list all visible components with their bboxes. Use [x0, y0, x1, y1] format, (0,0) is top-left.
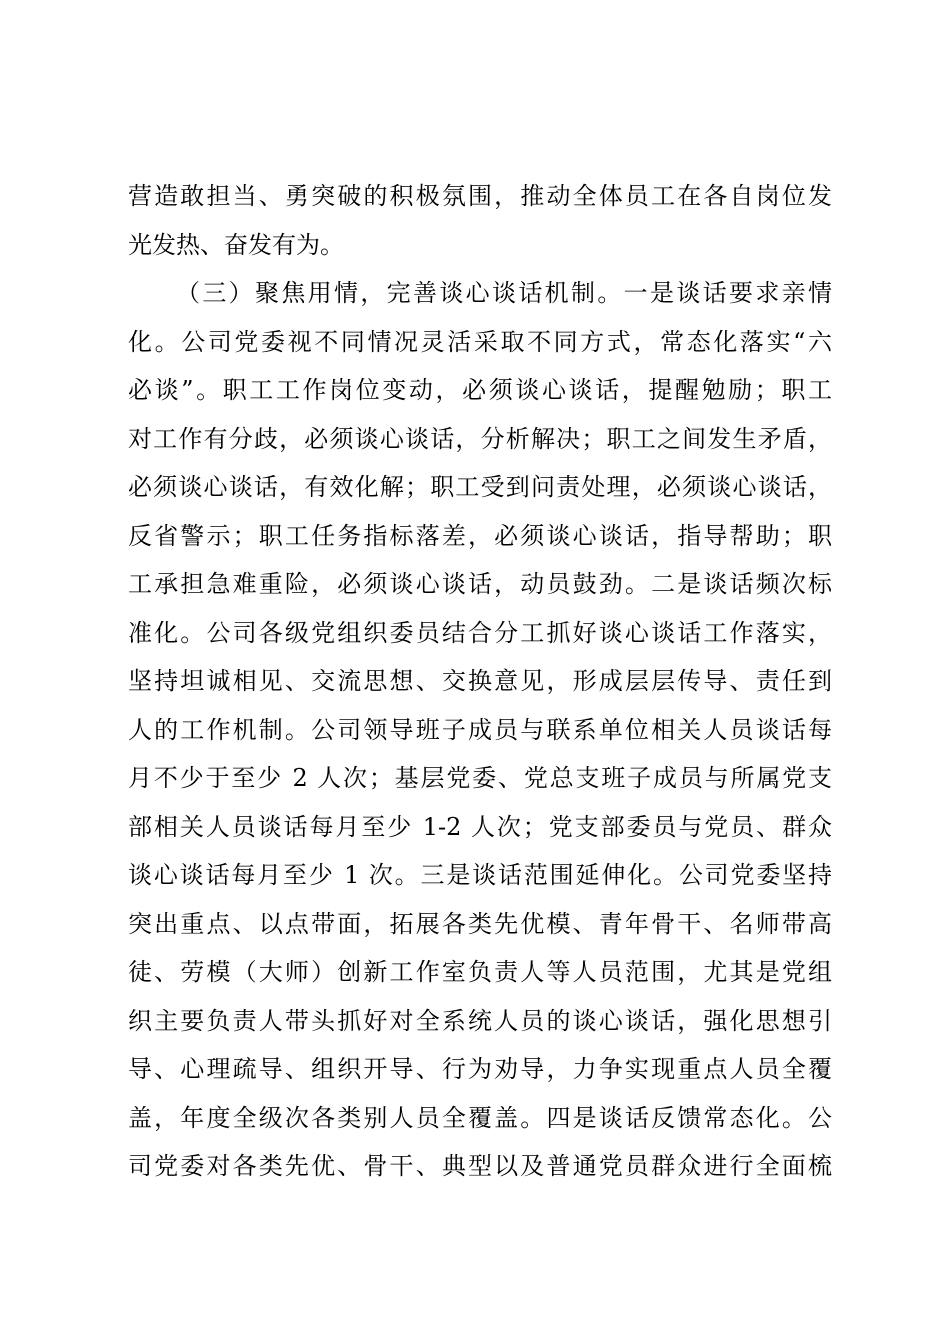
body-text-line: 月不少于至少 2 人次；基层党委、党总支班子成员与所属党支	[128, 764, 832, 792]
body-text-line: 徒、劳模（大师）创新工作室负责人等人员范围，尤其是党组	[128, 958, 832, 986]
body-text-line: 织主要负责人带头抓好对全系统人员的谈心谈话，强化思想引	[128, 1006, 832, 1035]
body-text-line: 化。公司党委视不同情况灵活采取不同方式，常态化落实“六	[128, 327, 832, 356]
body-text-line: 导、心理疏导、组织开导、行为劝导，力争实现重点人员全覆	[128, 1055, 832, 1083]
body-text-line: 谈心谈话每月至少 1 次。三是谈话范围延伸化。公司党委坚持	[128, 861, 832, 889]
body-text-line: 反省警示；职工任务指标落差，必须谈心谈话，指导帮助；职	[128, 521, 832, 550]
body-text-line: 光发热、奋发有为。	[128, 230, 344, 259]
body-text-line: 对工作有分歧，必须谈心谈话，分析解决；职工之间发生矛盾，	[128, 424, 832, 453]
body-text-line: 必谈”。职工工作岗位变动，必须谈心谈话，提醒勉励；职工	[128, 376, 832, 404]
body-text-line: 坚持坦诚相见、交流思想、交换意见，形成层层传导、责任到	[128, 667, 832, 695]
section-heading-line: （三）聚焦用情，完善谈心谈话机制。一是谈话要求亲情	[176, 279, 832, 307]
body-text-line: 人的工作机制。公司领导班子成员与联系单位相关人员谈话每	[128, 715, 832, 744]
body-text-line: 营造敢担当、勇突破的积极氛围，推动全体员工在各自岗位发	[128, 182, 832, 210]
body-text-line	[128, 1191, 832, 1240]
body-text-line: 部相关人员谈话每月至少 1-2 人次；党支部委员与党员、群众	[128, 812, 832, 841]
body-text-line: 司党委对各类先优、骨干、典型以及普通党员群众进行全面梳	[128, 1152, 832, 1180]
body-text-line: 盖，年度全级次各类别人员全覆盖。四是谈话反馈常态化。公	[128, 1103, 832, 1132]
body-text-line: 准化。公司各级党组织委员结合分工抓好谈心谈话工作落实，	[128, 618, 832, 647]
body-text-line: 突出重点、以点带面，拓展各类先优模、青年骨干、名师带高	[128, 909, 832, 938]
body-text-line: 工承担急难重险，必须谈心谈话，动员鼓劲。二是谈话频次标	[128, 570, 832, 598]
document-body	[128, 172, 832, 1239]
body-text-line: 必须谈心谈话，有效化解；职工受到问责处理，必须谈心谈话，	[128, 473, 832, 501]
